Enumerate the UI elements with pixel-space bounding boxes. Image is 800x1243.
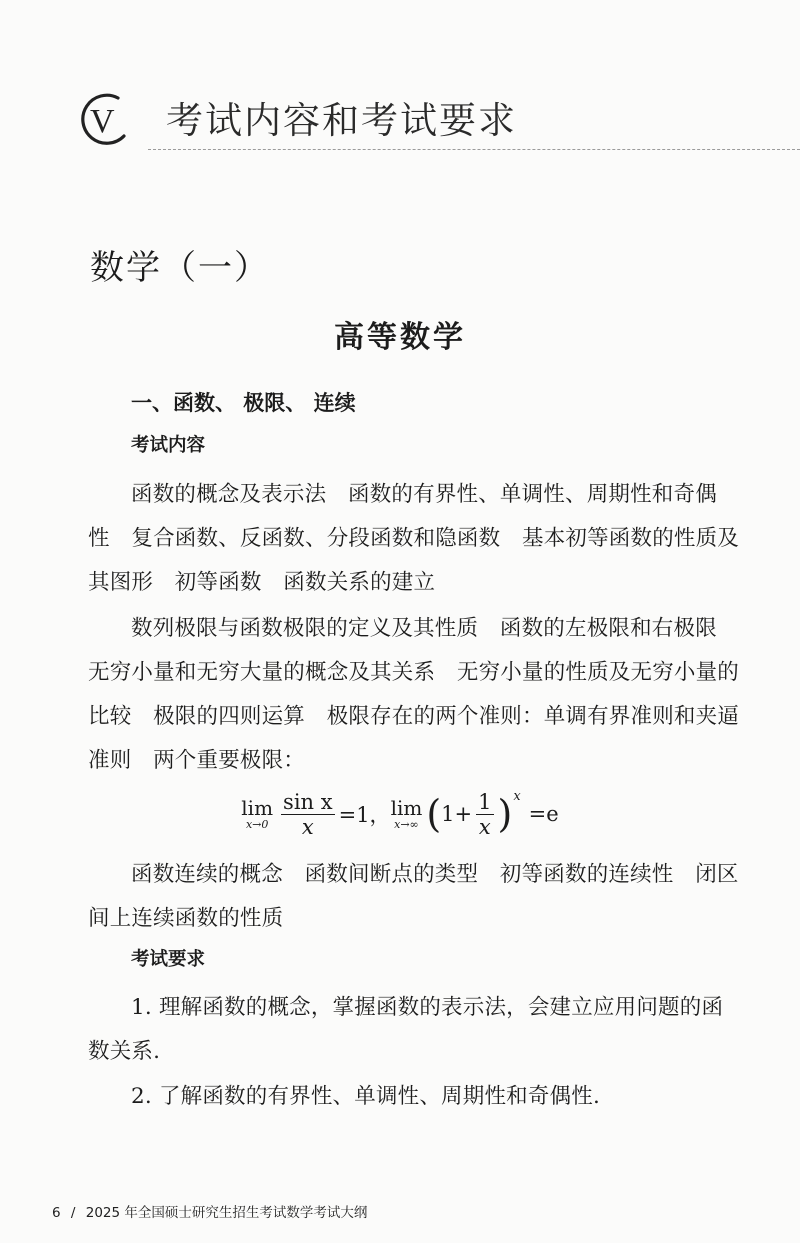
limit-word: lim — [241, 796, 274, 820]
page-number: 6 — [52, 1205, 61, 1221]
requirement-line: 数关系. — [88, 1039, 161, 1064]
limit-word: lim — [390, 796, 423, 820]
limit-subscript: x→0 — [245, 818, 269, 831]
footer-separator: / — [70, 1205, 76, 1221]
left-paren: ( — [426, 792, 442, 836]
equals-one: =1， — [338, 803, 391, 827]
one-plus: 1+ — [441, 802, 473, 826]
right-paren: ) — [497, 792, 513, 836]
content-line: 比较 极限的四则运算 极限存在的两个准则：单调有界准则和夹逼 — [88, 704, 740, 729]
content-line: 其图形 初等函数 函数关系的建立 — [88, 570, 436, 595]
limit-operator — [391, 797, 423, 831]
chapter-title: 考试内容和考试要求 — [166, 99, 517, 142]
chapter-badge — [78, 92, 134, 148]
book-title: 2025 年全国硕士研究生招生考试数学考试大纲 — [85, 1205, 368, 1221]
fraction-numerator: sin x — [283, 789, 333, 814]
fraction — [281, 790, 335, 839]
chapter-numeral: V — [90, 103, 115, 140]
exponent: x — [513, 788, 521, 804]
content-line: 性 复合函数、反函数、分段函数和隐函数 基本初等函数的性质及 — [88, 526, 740, 551]
fraction-denominator: x — [478, 814, 491, 839]
requirement-line: 1. 理解函数的概念，掌握函数的表示法，会建立应用问题的函 — [131, 995, 724, 1020]
content-line: 数列极限与函数极限的定义及其性质 函数的左极限和右极限 — [131, 616, 717, 641]
content-line: 函数连续的概念 函数间断点的类型 初等函数的连续性 闭区 — [131, 862, 739, 887]
exam-requirement-label: 考试要求 — [131, 949, 206, 970]
equals-e: =e — [528, 802, 559, 826]
fraction-numerator: 1 — [478, 789, 492, 814]
exam-content-label: 考试内容 — [131, 435, 206, 456]
requirement-line: 2. 了解函数的有界性、单调性、周期性和奇偶性. — [131, 1084, 600, 1109]
chapter-divider — [148, 149, 800, 150]
fraction-denominator: x — [301, 814, 314, 839]
limit-formula — [0, 786, 800, 842]
topic-heading: 一、函数、 极限、 连续 — [131, 391, 356, 415]
fraction — [476, 790, 493, 839]
section-title: 高等数学 — [334, 320, 466, 355]
content-line: 无穷小量和无穷大量的概念及其关系 无穷小量的性质及无穷小量的 — [88, 660, 740, 685]
limit-operator — [241, 797, 273, 831]
content-line: 间上连续函数的性质 — [88, 906, 284, 931]
subject-title: 数学（一） — [90, 248, 270, 288]
content-line: 函数的概念及表示法 函数的有界性、单调性、周期性和奇偶 — [131, 482, 717, 507]
content-line: 准则 两个重要极限： — [88, 748, 306, 773]
chapter-badge-circle-icon — [78, 92, 134, 148]
limit-subscript: x→∞ — [394, 818, 419, 831]
page-footer — [52, 1201, 367, 1221]
